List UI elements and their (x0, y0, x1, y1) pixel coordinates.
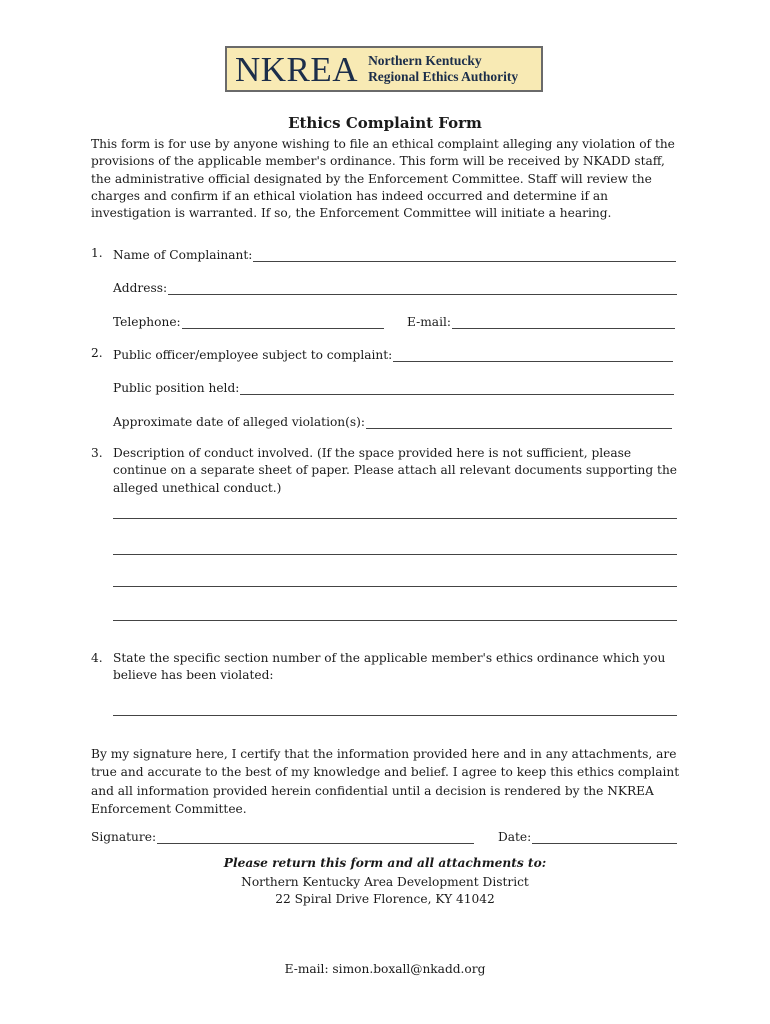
telephone-line[interactable] (182, 316, 384, 329)
address-line[interactable] (168, 282, 677, 295)
date-label: Date: (498, 830, 532, 844)
intro-paragraph: This form is for use by anyone wishing to file an ethical complaint alleging any violation of the provisions of the applicable member's ordinance. This form will be received by NKADD staff, the administrative official designated by the Enforcement Committee. Staff will review the charges and confirm if an ethical violation has indeed occurred and determine if an investigation is warranted. If so, the Enforcement Committee will initiate a hearing. (91, 137, 675, 221)
item-2-number: 2. (91, 346, 103, 360)
date-line[interactable] (532, 831, 677, 844)
signature-label: Signature: (91, 830, 157, 844)
signature-field[interactable] (91, 828, 474, 844)
approx-date-field[interactable] (113, 413, 672, 429)
complainant-name-line[interactable] (253, 249, 676, 262)
return-organization: Northern Kentucky Area Development District (241, 875, 529, 889)
date-field[interactable] (498, 828, 677, 844)
position-held-field[interactable] (113, 379, 674, 395)
return-address: 22 Spiral Drive Florence, KY 41042 (275, 892, 495, 906)
description-instructions: Description of conduct involved. (If the space provided here is not sufficient, please continue on a separate sheet of paper. Please attach all relevant documents supporting the alleged unethical conduct.) (113, 446, 678, 495)
signature-line[interactable] (157, 831, 474, 844)
telephone-label: Telephone: (113, 315, 181, 329)
complainant-name-label: Name of Complainant: (113, 248, 253, 262)
address-field[interactable] (113, 279, 677, 295)
email-line[interactable] (452, 316, 675, 329)
logo-line-1: Northern Kentucky (368, 53, 482, 68)
certification-paragraph: By my signature here, I certify that the information provided here and in any attachments, are true and accurate to the best of my knowledge and belief. I agree to keep this ethics complaint and all information provided herein confidential until a decision is rendered by the NKREA Enforcement Committee. (91, 747, 680, 816)
telephone-field[interactable] (113, 313, 384, 329)
position-held-line[interactable] (240, 382, 674, 395)
approx-date-label: Approximate date of alleged violation(s): (113, 415, 366, 429)
return-heading: Please return this form and all attachments to: (223, 856, 547, 870)
section-number-instructions: State the specific section number of the applicable member's ethics ordinance which you believe has been violated: (113, 651, 666, 683)
email-field[interactable] (407, 313, 675, 329)
position-held-label: Public position held: (113, 381, 240, 395)
nkrea-logo (225, 46, 543, 92)
form-title: Ethics Complaint Form (288, 114, 482, 132)
logo-abbreviation: NKREA (235, 49, 359, 89)
logo-org-name (358, 53, 518, 85)
item-4-number: 4. (91, 651, 103, 665)
complainant-name-field[interactable] (113, 246, 676, 262)
public-officer-label: Public officer/employee subject to complaint: (113, 348, 393, 362)
description-line-4[interactable] (113, 608, 677, 621)
description-line-1[interactable] (113, 506, 677, 519)
section-number-line[interactable] (113, 703, 677, 716)
item-1-number: 1. (91, 246, 103, 260)
email-label: E-mail: (407, 315, 451, 329)
item-3-number: 3. (91, 446, 103, 460)
logo-line-2: Regional Ethics Authority (368, 69, 519, 84)
footer-email: E-mail: simon.boxall@nkadd.org (284, 962, 486, 976)
description-line-3[interactable] (113, 574, 677, 587)
approx-date-line[interactable] (366, 416, 672, 429)
address-label: Address: (113, 281, 168, 295)
public-officer-field[interactable] (113, 346, 673, 362)
public-officer-line[interactable] (393, 349, 673, 362)
description-line-2[interactable] (113, 542, 677, 555)
